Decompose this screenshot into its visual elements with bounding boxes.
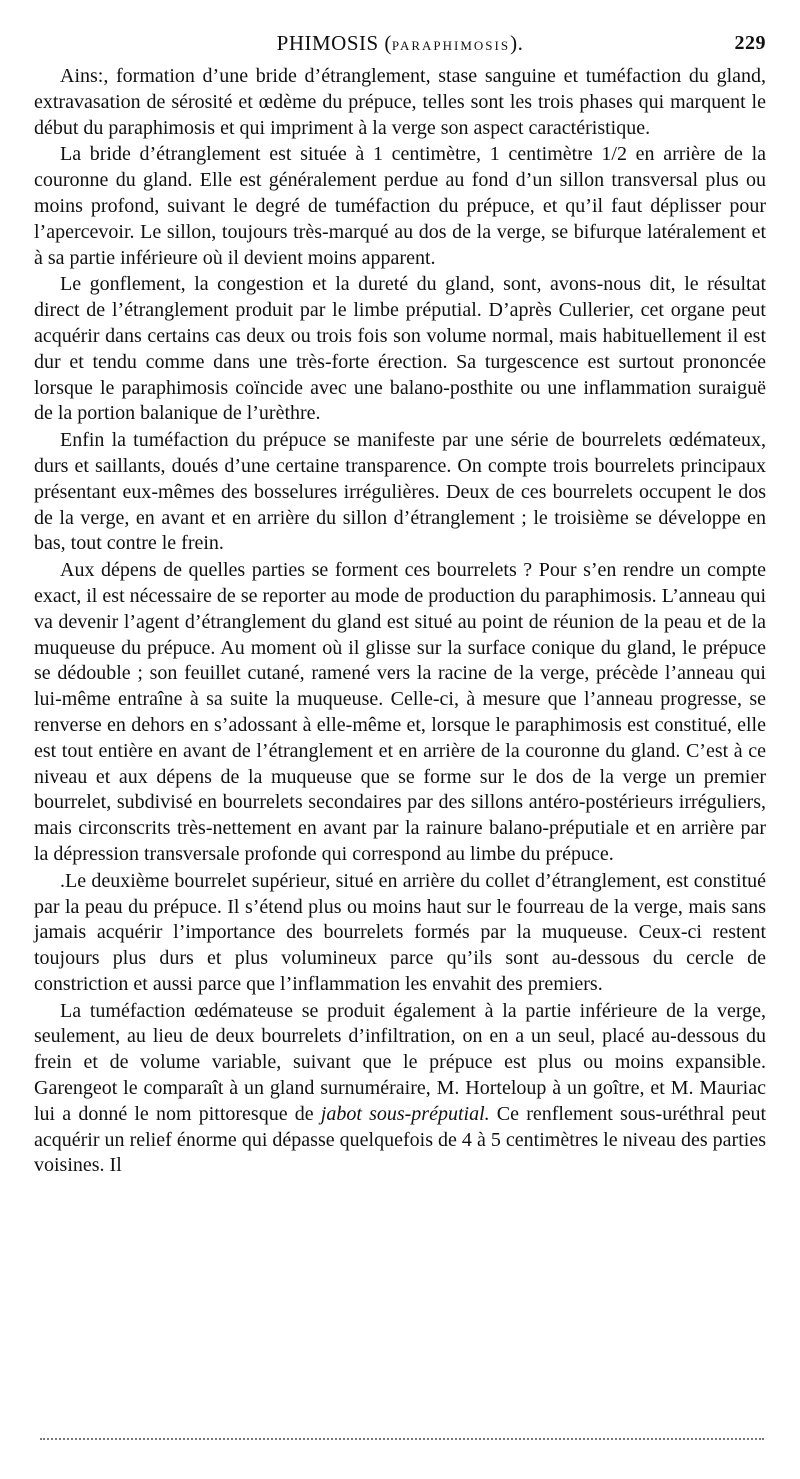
running-head	[34, 28, 766, 58]
running-title-main: PHIMOSIS (	[276, 31, 392, 55]
paragraph-4: Enfin la tuméfaction du prépuce se manifeste par une série de bourrelets œdémateux, durs et saillants, doués d’une certaine transparence. On compte trois bourrelets principaux présentant eux-mêmes des bosselures irrégulières. Deux de ces bourrelets occupent le dos de la verge, en avant et en arrière du sillon d’étranglement ; le troisième se développe en bas, tout contre le frein.	[34, 429, 766, 555]
running-title	[34, 28, 766, 61]
running-title-end: ).	[510, 31, 524, 55]
italic-term: jabot sous-préputial.	[320, 1102, 490, 1125]
paragraph-7-end: Ce renflement sous-uréthral peut acquérir un relief énorme qui dépasse quelquefois de 4 à 5 centimètres le niveau des parties voisines. Il	[34, 1102, 767, 1177]
paragraph-1: Ains:, formation d’une bride d’étranglement, stase sanguine et tuméfaction du gland, extravasation de sérosité et œdème du prépuce, telles sont les trois phases qui marquent le début du paraphimosis et qui impriment à la verge son aspect caractéristique.	[34, 65, 766, 139]
paragraph-7-start: La tuméfaction œdémateuse se produit également à la partie inférieure de la verge, seulement, au lieu de deux bourrelets d’infiltration, on en a un seul, placé au-dessous du frein et de volume variable, suivant que le prépuce est plus ou moins expansible. Garengeot le comparaît à un gland surnuméraire, M. Horteloup à un goître, et M. Mauriac lui a donné le nom pittoresque de	[34, 999, 766, 1125]
paragraph-7	[34, 999, 766, 1180]
bottom-dotted-rule	[40, 1438, 764, 1440]
body-text	[34, 64, 766, 1179]
running-title-small-caps: PARAPHIMOSIS	[391, 38, 511, 53]
book-page	[34, 28, 766, 1179]
paragraph-2: La bride d’étranglement est située à 1 centimètre, 1 centimètre 1/2 en arrière de la couronne du gland. Elle est généralement perdue au fond d’un sillon transversal plus ou moins profond, suivant le degré de tuméfaction du prépuce, et qu’il faut déplisser pour l’apercevoir. Le sillon, toujours très-marqué au dos de la verge, se bifurque latéralement et à sa partie inférieure où il devient moins apparent.	[34, 143, 766, 269]
page-number: 229	[734, 32, 766, 54]
paragraph-6: .Le deuxième bourrelet supérieur, situé en arrière du collet d’étranglement, est constitué par la peau du prépuce. Il s’étend plus ou moins haut sur le fourreau de la verge, mais sans jamais acquérir l’importance des bourrelets formés par la muqueuse. Ceux-ci restent toujours plus durs et plus volumineux parce qu’ils sont au-dessous du cercle de constriction et aussi parce que l’inflammation les envahit des premiers.	[34, 869, 766, 995]
paragraph-3: Le gonflement, la congestion et la dureté du gland, sont, avons-nous dit, le résultat direct de l’étranglement produit par le limbe préputial. D’après Cullerier, cet organe peut acquérir dans certains cas deux ou trois fois son volume normal, mais habituellement il est dur et tendu comme dans une très-forte érection. Sa turgescence est surtout prononcée lorsque le paraphimosis coïncide avec une balano-posthite ou une inflammation suraiguë de la portion balanique de l’urèthre.	[34, 273, 766, 425]
paragraph-5: Aux dépens de quelles parties se forment ces bourrelets ? Pour s’en rendre un compte exact, il est nécessaire de se reporter au mode de production du paraphimosis. L’anneau qui va devenir l’agent d’étranglement du gland est situé au point de réunion de la peau et de la muqueuse du prépuce. Au moment où il glisse sur la surface conique du gland, le prépuce se dédouble ; son feuillet cutané, ramené vers la racine de la verge, précède l’anneau qui lui-même entraîne à sa suite la muqueuse. Celle-ci, à mesure que l’anneau progresse, se renverse en dehors en s’adossant à elle-même et, lorsque le paraphimosis est constitué, elle est tout entière en avant de l’étranglement et en arrière de la couronne du gland. C’est à ce niveau et aux dépens de la muqueuse que se forme sur le dos de la verge un premier bourrelet, subdivisé en bourrelets secondaires par des sillons antéro-postérieurs irréguliers, mais circonscrits très-nettement en avant par la rainure balano-préputiale et en arrière par la dépression transversale profonde qui correspond au limbe du prépuce.	[34, 559, 766, 865]
